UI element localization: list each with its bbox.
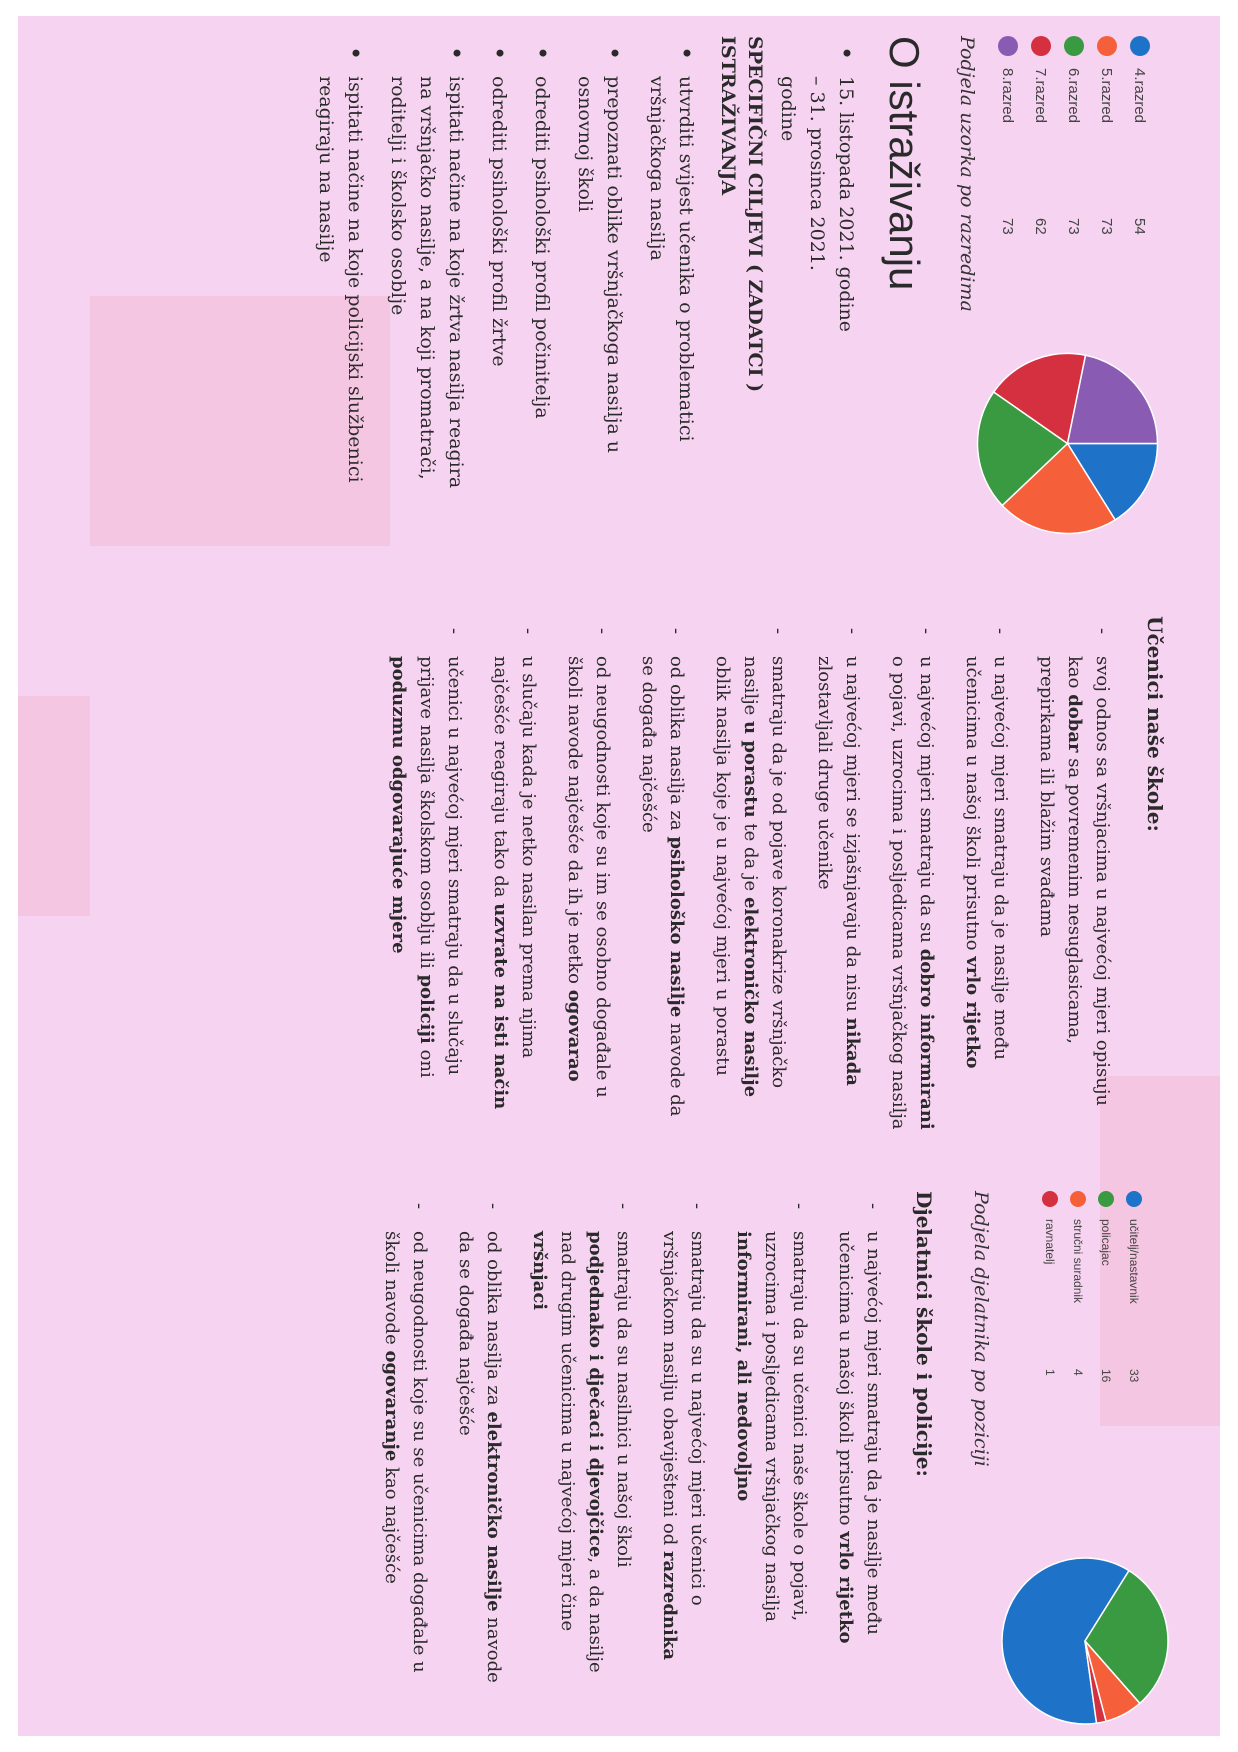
staff-legend-label: učitelj/nastavnik [1127,1219,1141,1304]
class-legend-row [1064,36,1084,336]
staff-legend-row [1042,1191,1058,1451]
staff-chart-caption: Podjela djelatnika po poziciji [970,1191,992,1467]
staff-item-text: navode da se događa najčešće [455,1231,504,1683]
students-item [486,616,542,1141]
goal-item: • ispitati načine na koje policijski službenici reagiraju na nasilje [311,36,369,506]
class-legend-dot [1097,36,1117,56]
staff-item-emphasis: elektroničko nasilje [483,1411,504,1612]
staff-item [377,1191,433,1686]
date-list [759,36,860,336]
class-legend-label: 4.razred [1131,68,1149,124]
staff-item-text: od oblika nasilja za [483,1231,504,1412]
students-item-text: sa povremenim nesuglasicama, prepirkama ili blažim svađama [1036,656,1085,1045]
students-item-text: navode da se događa najčešće [638,656,687,1117]
staff-item-text: od neugodnosti koje su se učenicima događale u školi navode [381,1231,430,1673]
students-item [810,616,866,1141]
staff-legend-dot [1098,1191,1114,1207]
students-item-emphasis: dobar [1064,694,1085,753]
staff-legend-row [1098,1191,1114,1451]
students-item-text: zlostavljali druge učenike [814,656,835,890]
class-legend-dot [998,36,1018,56]
students-item-text: u najvećoj mjeri smatraju da je nasilje među učenicima u našoj školi prisutno [962,656,1011,1060]
goal-item: • odrediti psihološki profil žrtve [484,36,513,506]
students-findings-list [366,616,1116,1141]
class-pie-chart [975,351,1160,536]
students-item-text: oblik nasilja koje je u najvećoj mjeri u porastu [712,656,733,1076]
staff-legend-value: 1 [1043,1369,1057,1376]
students-item-text: te da je [740,817,761,897]
goals-heading: SPECIFIČNI CILJEVI ( ZADATCI ) ISTRAŽIVANJA [717,36,766,393]
class-legend-dot [1031,36,1051,56]
staff-legend-dot [1126,1191,1142,1207]
class-legend-value: 73 [1065,218,1083,235]
staff-legend-row [1126,1191,1142,1451]
students-item-emphasis: policiji [416,974,437,1044]
staff-item [451,1191,507,1686]
students-item-emphasis: u porastu [740,721,761,818]
class-legend [985,36,1150,336]
staff-legend-row [1070,1191,1086,1451]
staff-heading: Djelatnici škole i policije: [912,1191,936,1477]
class-legend-value: 73 [1098,218,1116,235]
staff-legend-value: 33 [1127,1369,1141,1383]
staff-legend-label: ravnatelj [1043,1219,1057,1265]
goal-item: • utvrditi svijest učenika o problematici vršnjačkoga nasilja [642,36,700,506]
staff-legend-dot [1070,1191,1086,1207]
class-legend-label: 7.razred [1032,68,1050,124]
left-panel [18,16,1220,576]
class-legend-row [1130,36,1150,336]
students-item-emphasis: psihološko nasilje [666,836,687,1018]
students-item [634,616,690,1141]
students-item-emphasis: dobro informirani [916,948,937,1130]
goal-item: • prepoznati oblike vršnjačkoga nasilja u osnovnoj školi [570,36,628,506]
staff-item-text: , a da nasilje nad drugim učenicima u najvećoj mjeri čine [557,1231,606,1673]
staff-item-text: u najvećoj mjeri smatraju da je nasilje među učenicima u našoj školi prisutno [835,1231,884,1635]
goal-item: • odrediti psihološki profil počinitelja [527,36,556,506]
students-item-text: od oblika nasilja za [666,656,687,837]
staff-item [831,1191,887,1686]
students-item-text: svoj odnos sa vršnjacima u najvećoj mjeri opisuju kao [1064,656,1113,1107]
students-item-emphasis: uzvrate na isti način [490,903,511,1110]
class-chart-caption: Podjela uzorka po razredima [956,36,978,312]
date-bullet: • 15. listopada 2021. godine – 31. prosinca 2021. godine [773,36,860,336]
students-item-text: od neugodnosti koje su im se osobno događale u školi navode najčešće da ih je netko [564,656,613,1098]
students-item-text: učenici u najvećoj mjeri smatraju da u slučaju prijave nasilja školskom osoblju ili [416,656,465,1076]
students-item-text: o pojavi, uzrocima i posljedicama vršnjačkog nasilja [888,656,909,1130]
students-item [1032,616,1116,1141]
staff-item-emphasis: informirani, ali nedovoljno [733,1231,754,1502]
class-legend-label: 5.razred [1098,68,1116,124]
right-panel [18,1166,1220,1736]
class-legend-row [998,36,1018,336]
students-item [708,616,792,1141]
students-item-text: u najvećoj mjeri smatraju da su [916,656,937,949]
students-item [958,616,1014,1141]
class-legend-value: 62 [1032,218,1050,235]
staff-item-emphasis: podjednako i dječaci i djevojčice [585,1231,606,1558]
staff-pie-chart [1000,1556,1170,1726]
class-legend-dot [1130,36,1150,56]
class-legend-label: 6.razred [1065,68,1083,124]
goals-list [297,36,700,506]
class-legend-dot [1064,36,1084,56]
students-item-text: oni [416,1043,437,1078]
middle-panel [18,596,1220,1156]
students-item-emphasis: poduzmu odgovarajuće mjere [388,656,409,954]
staff-item-emphasis: vršnjaci [529,1231,550,1311]
staff-legend-label: stručni suradnik [1071,1219,1085,1304]
students-item-text: u slučaju kada je netko nasilan prema njima najčešće reagiraju tako da [490,656,539,1059]
students-item-text: smatraju da je od pojave koronakrize vršnjačko nasilje [740,656,789,1089]
class-legend-row [1031,36,1051,336]
students-item-emphasis: ogovarao [564,989,585,1082]
staff-item [729,1191,813,1686]
staff-legend-value: 4 [1071,1369,1085,1376]
staff-item-text: smatraju da su u najvećoj mjeri učenici o vršnjačkom nasilju obaviješteni od [659,1231,708,1606]
rotated-content [18,16,1220,1736]
class-legend-label: 8.razred [999,68,1017,124]
students-heading: Učenici naše škole: [1143,616,1167,832]
staff-item [525,1191,637,1686]
staff-legend-label: policajac [1099,1219,1113,1266]
class-legend-row [1097,36,1117,336]
students-item [384,616,468,1141]
students-item-emphasis: vrlo rijetko [962,956,983,1069]
staff-legend [1030,1191,1142,1451]
goal-item: • ispitati načine na koje žrtva nasilja reagira na vršnjačko nasilje, a na koji promatrači, roditelji i školsko osoblje [383,36,470,506]
students-item [560,616,616,1141]
staff-item-emphasis: vrlo rijetko [835,1531,856,1644]
students-item-text: u najvećoj mjeri se izjašnjavaju da nisu [842,656,863,1018]
students-item-emphasis: elektroničko nasilje [740,896,761,1098]
staff-item-text: smatraju da su učenici naše škole o pojavi, uzrocima i posljedicama vršnjačkog nasilja [761,1231,810,1622]
staff-item-emphasis: ogovaranje [381,1350,402,1462]
students-item-emphasis: nikada [842,1017,863,1086]
class-legend-value: 73 [999,218,1017,235]
staff-legend-value: 16 [1099,1369,1113,1383]
page-title: O istraživanju [881,36,928,291]
class-legend-value: 54 [1131,218,1149,235]
staff-findings-list [359,1191,887,1686]
staff-item-emphasis: razrednika [659,1551,680,1660]
staff-legend-dot [1042,1191,1058,1207]
staff-item [655,1191,711,1686]
staff-item-text: smatraju da su nasilnici u našoj školi [613,1231,634,1568]
staff-item-text: kao najčešće [381,1461,402,1584]
brochure-sheet [18,16,1220,1736]
students-item [884,616,940,1141]
